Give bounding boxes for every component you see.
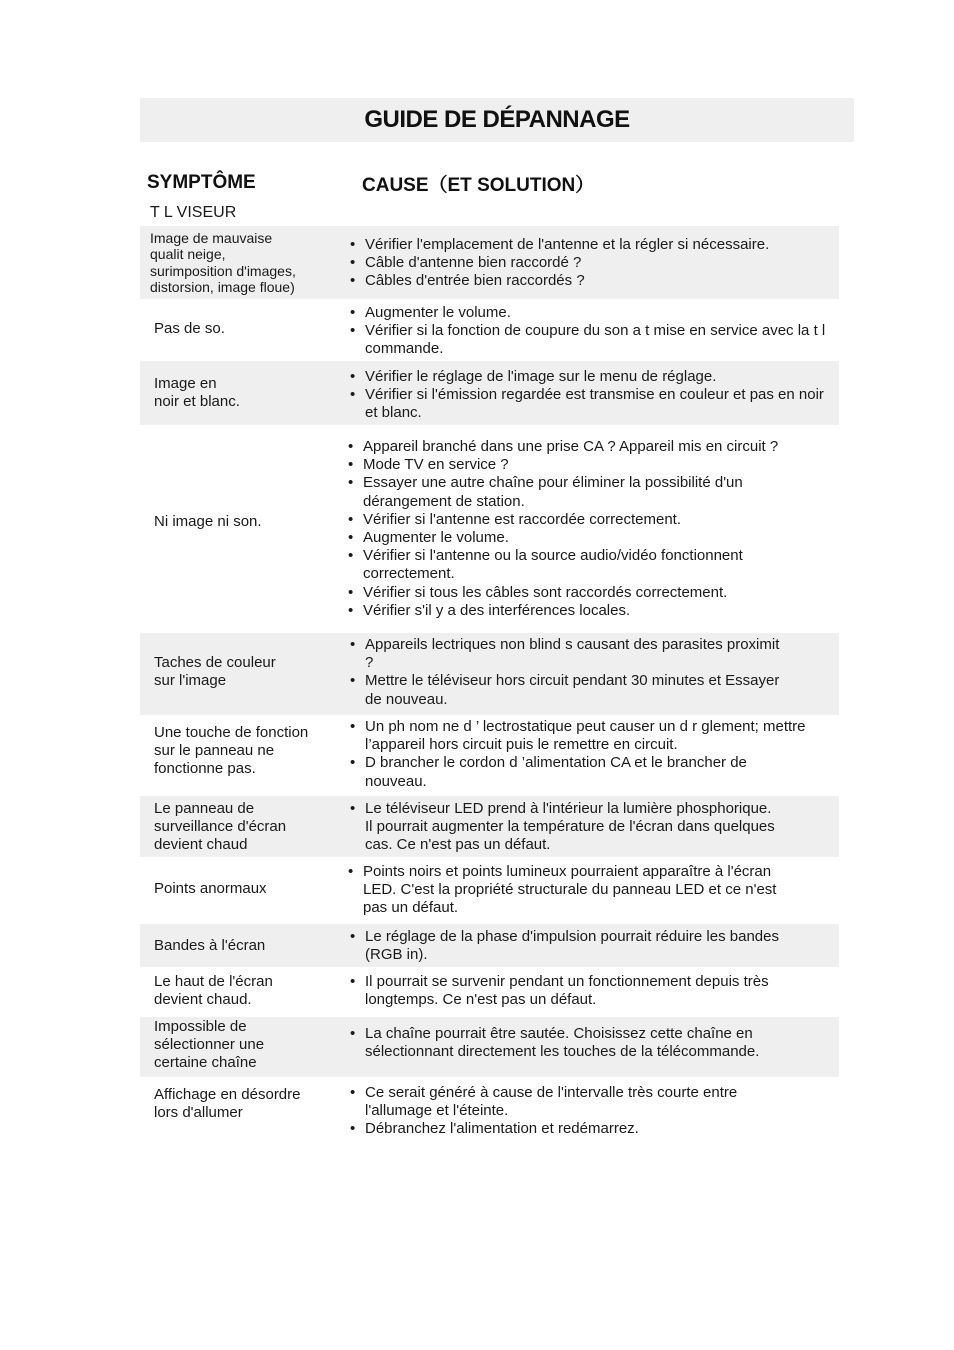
table-row bbox=[140, 633, 839, 715]
cause-item: • Vérifier si la fonction de coupure du son a t mise en service avec la t l commande. bbox=[350, 322, 828, 358]
symptom-text: Pas de so. bbox=[154, 320, 225, 337]
symptom-text: Points anormaux bbox=[154, 880, 267, 897]
cause-list bbox=[350, 928, 780, 964]
table-row bbox=[140, 967, 839, 1017]
cause-item: • La chaîne pourrait être sautée. Choisissez cette chaîne en sélectionnant directement les touches de la télécommande. bbox=[350, 1025, 820, 1061]
cause-item: • Vérifier si tous les câbles sont raccordés correctement. bbox=[348, 584, 832, 602]
cause-list bbox=[348, 863, 778, 918]
cause-list bbox=[350, 973, 790, 1009]
symptom-column-header: SYMPTÔME bbox=[147, 172, 256, 193]
cause-list bbox=[350, 304, 828, 359]
cause-item: • Mettre le téléviseur hors circuit pendant 30 minutes et Essayer de nouveau. bbox=[350, 672, 780, 708]
symptom-text: Impossible de sélectionner une certaine chaîne bbox=[154, 1018, 265, 1072]
cause-list bbox=[350, 1025, 820, 1061]
cause-column-header: CAUSE（ET SOLUTION） bbox=[362, 175, 595, 196]
table-row bbox=[140, 924, 839, 967]
table-row bbox=[140, 226, 839, 299]
cause-list bbox=[350, 636, 780, 709]
table-row bbox=[140, 1077, 839, 1143]
cause-list bbox=[350, 368, 828, 423]
cause-item: • Vérifier le réglage de l'image sur le menu de réglage. bbox=[350, 368, 828, 386]
cause-list bbox=[350, 800, 780, 855]
table-row bbox=[140, 1017, 839, 1077]
cause-item: • Vérifier si l'antenne est raccordée correctement. bbox=[348, 511, 832, 529]
cause-item: • Le réglage de la phase d'impulsion pourrait réduire les bandes (RGB in). bbox=[350, 928, 780, 964]
symptom-text: Le panneau de surveillance d'écran devient chaud bbox=[154, 800, 287, 854]
cause-item: • Vérifier si l'émission regardée est transmise en couleur et pas en noir et blanc. bbox=[350, 386, 828, 422]
cause-item: • Vérifier s'il y a des interférences locales. bbox=[348, 602, 832, 620]
cause-list bbox=[350, 236, 828, 291]
table-row bbox=[140, 715, 839, 796]
cause-item: • Augmenter le volume. bbox=[350, 304, 828, 322]
symptom-text: Bandes à l'écran bbox=[154, 937, 266, 954]
symptom-text: Une touche de fonction sur le panneau ne fonctionne pas. bbox=[154, 724, 309, 778]
table-row bbox=[140, 796, 839, 857]
cause-item: • Points noirs et points lumineux pourraient apparaître à l'écran LED. C'est la propriété structurale du panneau LED et ce n'est pas un défaut. bbox=[348, 863, 778, 918]
cause-list bbox=[350, 1084, 790, 1139]
cause-item: • Le téléviseur LED prend à l'intérieur la lumière phosphorique. Il pourrait augmenter la température de l'écran dans quelques cas. Ce n'est pas un défaut. bbox=[350, 800, 780, 855]
cause-item: • Mode TV en service ? bbox=[348, 456, 832, 474]
cause-item: • Câble d'antenne bien raccordé ? bbox=[350, 254, 828, 272]
symptom-text: Affichage en désordre lors d'allumer bbox=[154, 1086, 301, 1122]
table-row bbox=[140, 299, 839, 361]
tv-section-heading: T L VISEUR bbox=[150, 204, 237, 221]
cause-list bbox=[350, 718, 810, 791]
symptom-text: Taches de couleur sur l'image bbox=[154, 654, 276, 690]
cause-item: • Augmenter le volume. bbox=[348, 529, 832, 547]
symptom-text: Image en noir et blanc. bbox=[154, 375, 240, 411]
cause-item: • Un ph nom ne d ’ lectrostatique peut causer un d r glement; mettre l’appareil hors circuit puis le remettre en circuit. bbox=[350, 718, 810, 754]
table-row bbox=[140, 425, 839, 633]
symptom-text: Ni image ni son. bbox=[154, 513, 262, 530]
page-title: GUIDE DE DÉPANNAGE bbox=[364, 106, 630, 133]
cause-item: • Vérifier si l'antenne ou la source audio/vidéo fonctionnent correctement. bbox=[348, 547, 832, 583]
table-row bbox=[140, 857, 839, 924]
cause-item: • D brancher le cordon d ’alimentation CA et le brancher de nouveau. bbox=[350, 754, 810, 790]
table-row bbox=[140, 361, 839, 425]
cause-item: • Ce serait généré à cause de l'intervalle très courte entre l'allumage et l'éteinte. bbox=[350, 1084, 790, 1120]
cause-item: • Il pourrait se survenir pendant un fonctionnement depuis très longtemps. Ce n'est pas un défaut. bbox=[350, 973, 790, 1009]
cause-item: • Câbles d'entrée bien raccordés ? bbox=[350, 272, 828, 290]
symptom-text: Le haut de l'écran devient chaud. bbox=[154, 973, 273, 1009]
cause-item: • Vérifier l'emplacement de l'antenne et la régler si nécessaire. bbox=[350, 236, 828, 254]
cause-item: • Appareils lectriques non blind s causant des parasites proximit ? bbox=[350, 636, 780, 672]
cause-item: • Débranchez l'alimentation et redémarrez. bbox=[350, 1120, 790, 1138]
title-bar bbox=[140, 98, 854, 142]
cause-item: • Essayer une autre chaîne pour éliminer la possibilité d'un dérangement de station. bbox=[348, 474, 832, 510]
cause-item: • Appareil branché dans une prise CA ? Appareil mis en circuit ? bbox=[348, 438, 832, 456]
symptom-text: Image de mauvaise qualit neige, surimposition d'images, distorsion, image floue) bbox=[150, 230, 296, 296]
cause-list bbox=[348, 438, 832, 620]
